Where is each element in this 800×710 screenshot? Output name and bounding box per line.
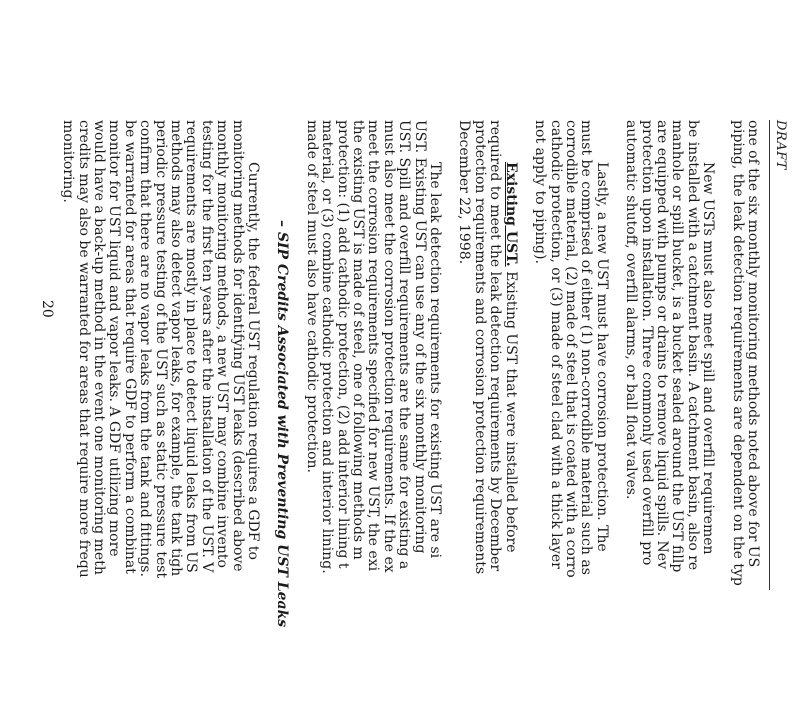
page-number: 20 xyxy=(39,300,55,318)
page-header xyxy=(769,120,788,590)
existing-ust-heading: Existing UST. xyxy=(502,162,519,267)
document-body xyxy=(46,120,760,710)
draft-label: DRAFT xyxy=(773,120,788,170)
header-rule xyxy=(769,120,770,590)
paragraph-4: Existing UST. Existing UST that were installed before required to meet the leak detection requirements by December protection requirements and corrosion protection requirements December 22, 1998. xyxy=(456,120,519,575)
paragraph-5: The leak detection requirements for existing UST are si UST. Existing UST can use any of the six monthly monitoring UST. Spill and overfill requirements are the same for existing a must also meet the corrosion protection requirements. If the ex meet the corrosion requirements specified for new UST, the exi the existing UST is made of steel, one of following methods m protection: (1) add cathodic protection, (2) add interior lining t material, or (3) combine cathodic protection and interior lining. made of steel must also have cathodic protection. xyxy=(303,120,444,574)
paragraph-1: one of the six monthly monitoring methods noted above for US piping, the leak detection requirements are dependent on the typ xyxy=(729,120,761,586)
paragraph-3: Lastly, a new UST must have corrosion protection. The must be comprised of either (1) non-corrodible material such as corrodible material, (2) made of steel that is coated with a corro cathodic protection, or (3) made of steel clad with a thick layer not apply to piping). xyxy=(532,120,610,578)
paragraph-2: New USTs must also meet spill and overfill requiremen be installed with a catchment basin. A catchment basin, also re manhole or spill bucket, is a bucket sealed around the UST fillp are equipped with pumps or drains to remove liquid spills. Nev protection upon installation. Three commonly used overfill pro automatic shutoff, overfill alarms, or ball float valves. xyxy=(623,120,717,573)
paragraph-6: Currently, the federal UST regulation requires a GDF to monitoring methods for identifying UST leaks (described above monthly monitoring methods, a new UST may combine invento testing for the first ten years after the installation of the UST. V requirements are mostly in place to detect liquid leaks from US methods may also detect vapor leaks, for example, the tank tigh periodic pressure testing of the UST such as static pressure test confirm that there are no vapor leaks from the tank and fittings. be warranted for areas that require GDF to perform a combinat monitor for UST liquid and vapor leaks. A GDF utilizing more would have a back-up method in the event one monitoring meth credits may also be warranted for areas that require more frequ monitoring. xyxy=(60,120,262,579)
section-subheading: – SIP Credits Associated with Preventing UST Leaks xyxy=(274,220,291,628)
